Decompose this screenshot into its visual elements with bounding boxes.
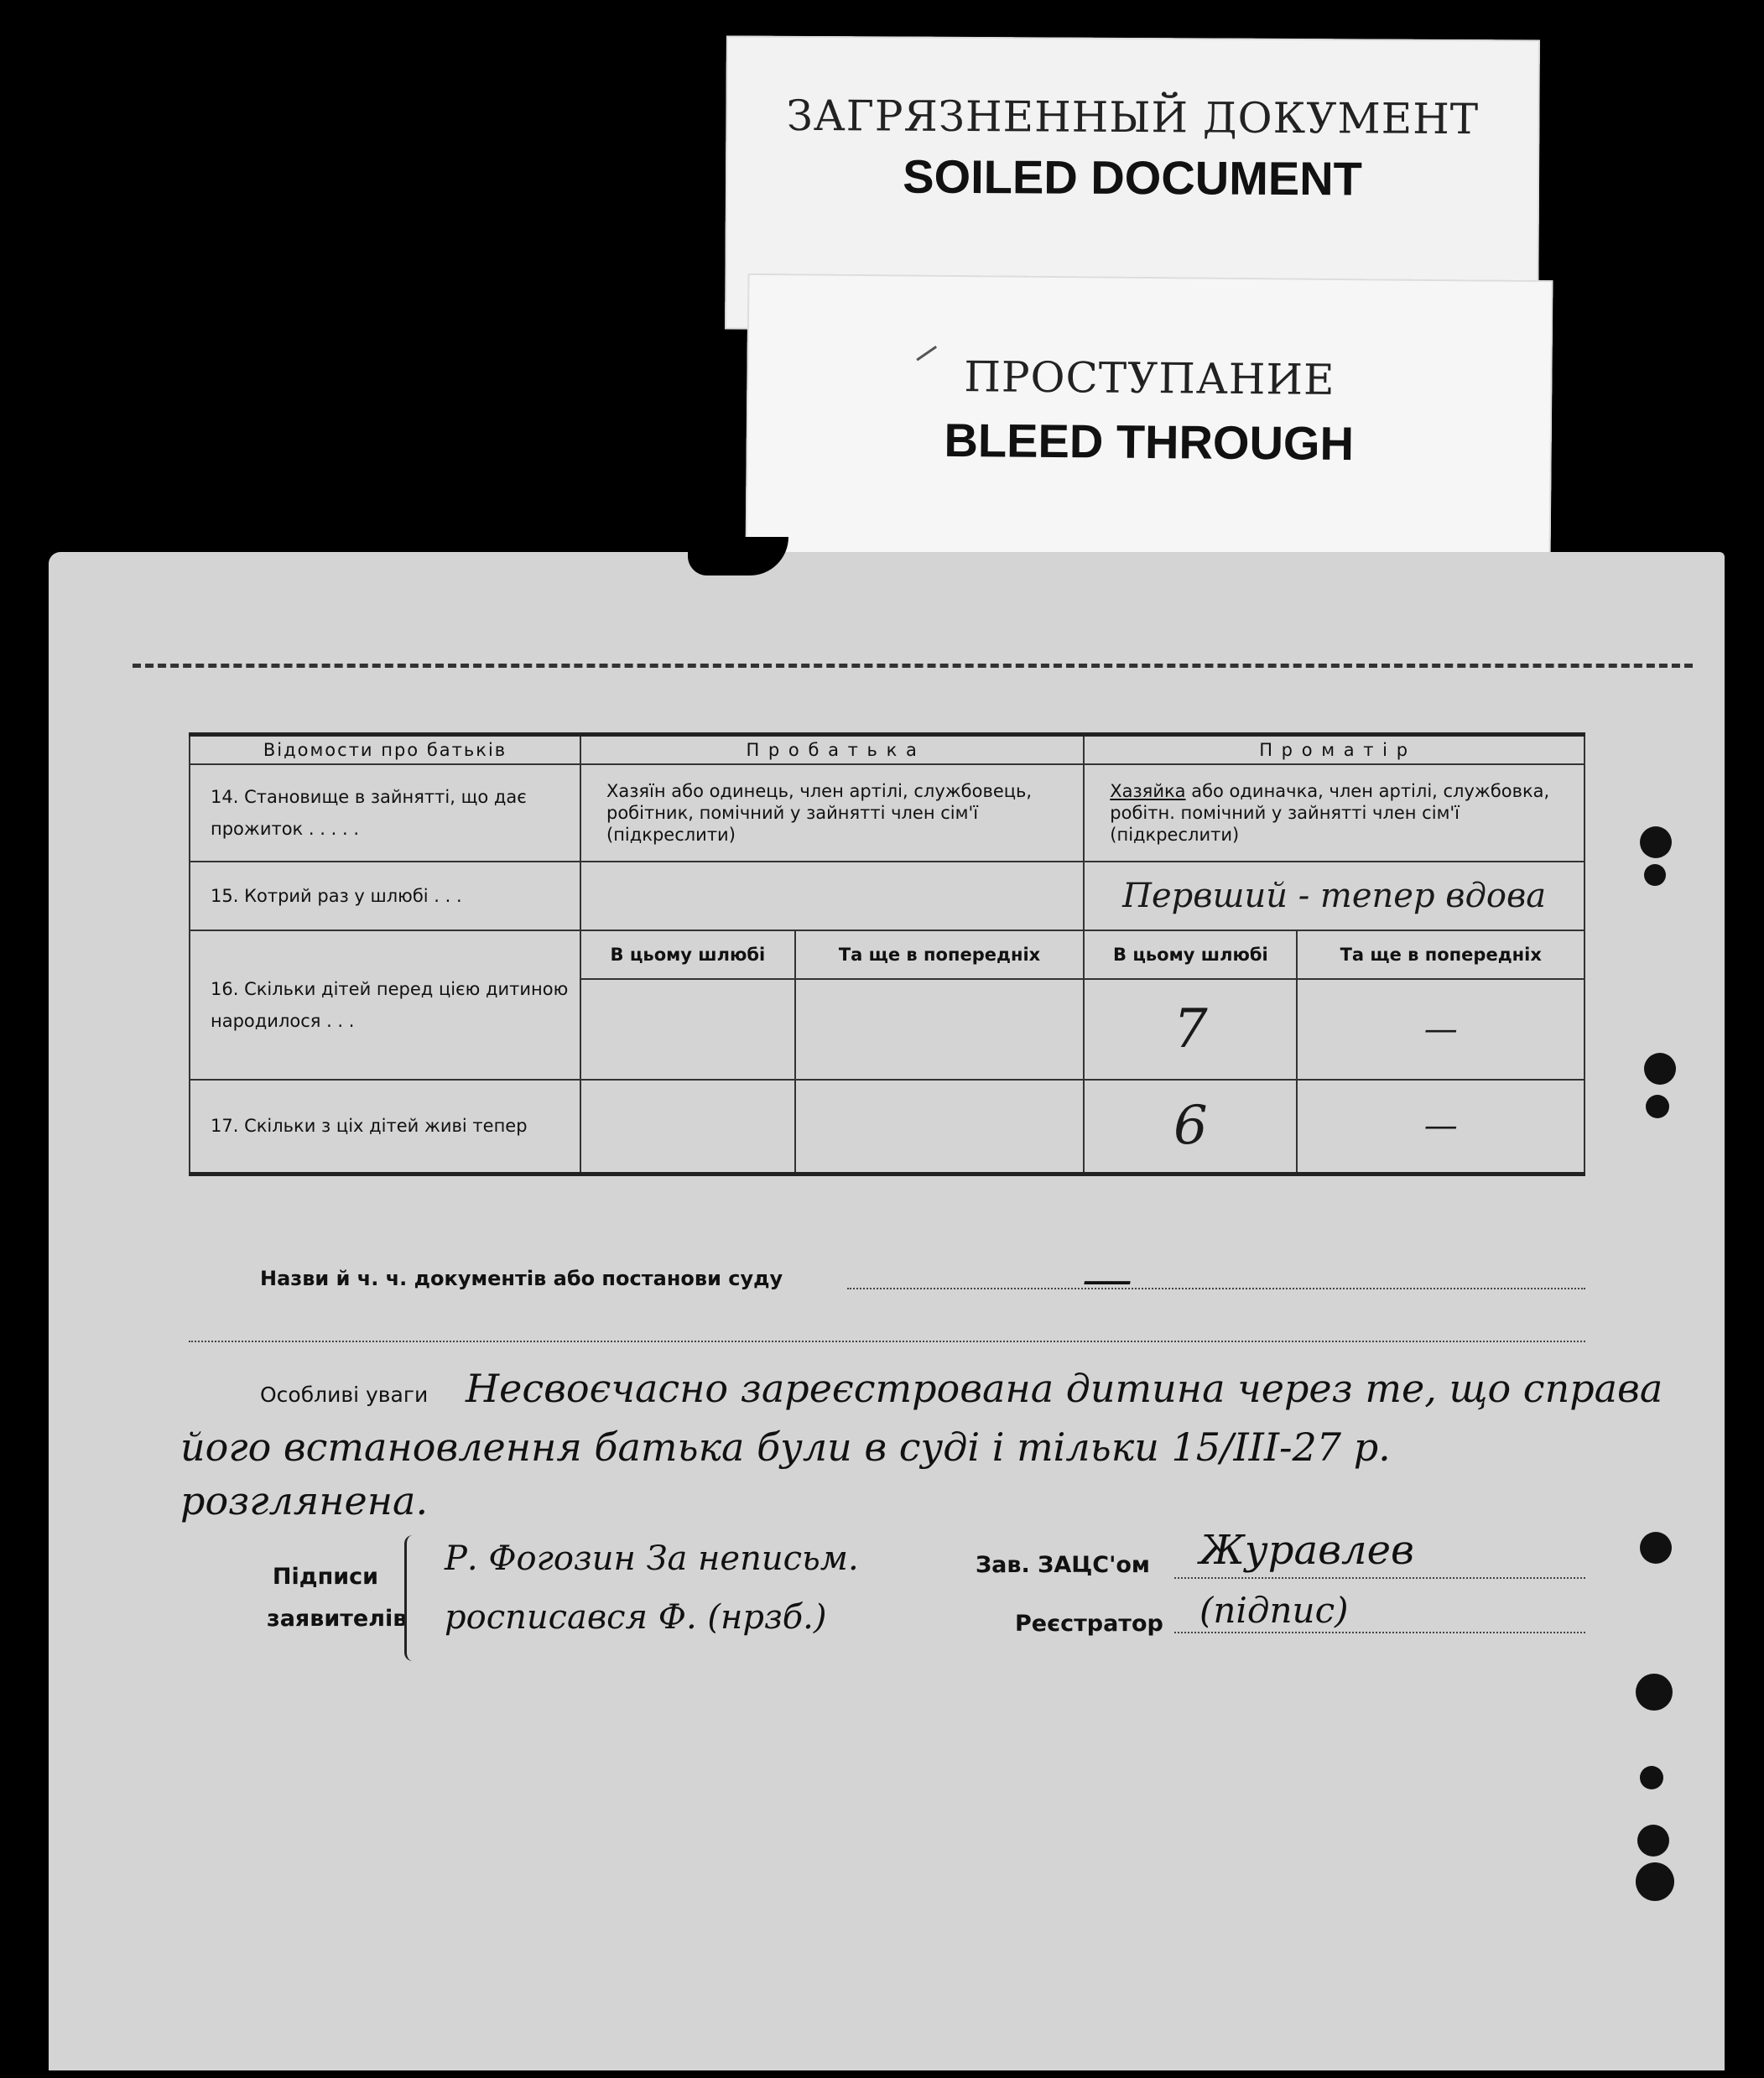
q16-father-prev — [795, 979, 1084, 1080]
documents-dotline — [847, 1288, 1585, 1289]
documents-label: Назви й ч. ч. документів або постанови суду — [260, 1267, 783, 1290]
col-header-father: П р о б а т ь к а — [580, 735, 1084, 765]
q14-mother-rest: або одиначка, член артілі, службовка, робітн. помічний у зайнятті член сім'ї (підкреслити) — [1110, 781, 1550, 845]
notes-line-2: його встановлення батька були в суді і тільки 15/ІІІ-27 р. — [180, 1424, 1391, 1470]
q16-father-this — [580, 979, 795, 1080]
q17-mother-prev: — — [1297, 1080, 1584, 1174]
subheader-father-this: В цьому шлюбі — [580, 930, 795, 979]
question-15: 15. Котрий раз у шлюбі . . . — [190, 862, 580, 930]
applicant-signature-2: росписався Ф. (нрзб.) — [445, 1598, 827, 1637]
head-zags-signature: Журавлев — [1199, 1527, 1414, 1574]
q16-mother-this: 7 — [1084, 979, 1297, 1080]
applicant-signature-1: Р. Фогозин За неписьм. — [445, 1539, 859, 1578]
documents-value: — — [1082, 1250, 1132, 1309]
q17-mother-this: 6 — [1084, 1080, 1297, 1174]
head-zags-label: Зав. ЗАЦС'ом — [976, 1552, 1150, 1578]
soiled-label-en: SOILED DOCUMENT — [903, 149, 1362, 206]
q14-mother-options — [1084, 764, 1584, 862]
notes-line-1: Несвоєчасно зареєстрована дитина через те, що справа — [466, 1366, 1663, 1411]
applicants-brace — [404, 1535, 422, 1661]
binding-hole — [1644, 864, 1666, 886]
subheader-mother-prev: Та ще в попередніх — [1297, 930, 1584, 979]
bleed-label-en: BLEED THROUGH — [944, 413, 1355, 471]
head-zags-dotline — [1174, 1577, 1585, 1579]
registrar-dotline — [1174, 1632, 1585, 1633]
q15-mother-answer: Первший - тепер вдова — [1084, 862, 1584, 930]
question-16: 16. Скільки дітей перед цією дитиною народилося . . . — [190, 930, 580, 1080]
subheader-mother-this: В цьому шлюбі — [1084, 930, 1297, 979]
applicants-label: Підписи заявителів — [267, 1564, 408, 1632]
question-17: 17. Скільки з ціх дітей живі тепер — [190, 1080, 580, 1174]
q14-mother-underlined: Хазяйка — [1110, 781, 1186, 801]
perforation-line — [133, 664, 1693, 668]
parents-info-table — [189, 732, 1585, 1176]
binding-hole — [1636, 1674, 1673, 1711]
binding-hole — [1640, 1532, 1672, 1564]
soiled-label-ru: ЗАГРЯЗНЕННЫЙ ДОКУМЕНТ — [786, 91, 1480, 144]
question-14: 14. Становище в зайнятті, що дає прожиток . . . . . — [190, 764, 580, 862]
q16-mother-prev: — — [1297, 979, 1584, 1080]
bleed-label-ru: ПРОСТУПАНИЕ — [964, 352, 1335, 404]
q17-father-prev — [795, 1080, 1084, 1174]
col-header-info: Відомости про батьків — [190, 735, 580, 765]
registrar-label: Реєстратор — [1015, 1611, 1163, 1637]
binding-hole — [1646, 1095, 1669, 1118]
q14-father-options: Хазяїн або одинець, член артілі, службовець, робітник, помічний у зайнятті член сім'ї (підкреслити) — [580, 764, 1084, 862]
q17-father-this — [580, 1080, 795, 1174]
binding-hole — [1637, 1825, 1669, 1857]
registrar-signature: (підпис) — [1199, 1590, 1349, 1631]
bleed-through-label — [746, 273, 1553, 561]
binding-hole — [1636, 1862, 1674, 1901]
subheader-father-prev: Та ще в попередніх — [795, 930, 1084, 979]
notes-line-3: розглянена. — [180, 1478, 429, 1523]
q15-father-answer — [580, 862, 1084, 930]
binding-hole — [1644, 1053, 1676, 1085]
notes-label: Особливі уваги — [260, 1383, 429, 1407]
documents-dotline-2 — [189, 1341, 1585, 1342]
binding-hole — [1640, 1766, 1663, 1789]
binding-hole — [1640, 826, 1672, 858]
col-header-mother: П р о м а т і р — [1084, 735, 1584, 765]
